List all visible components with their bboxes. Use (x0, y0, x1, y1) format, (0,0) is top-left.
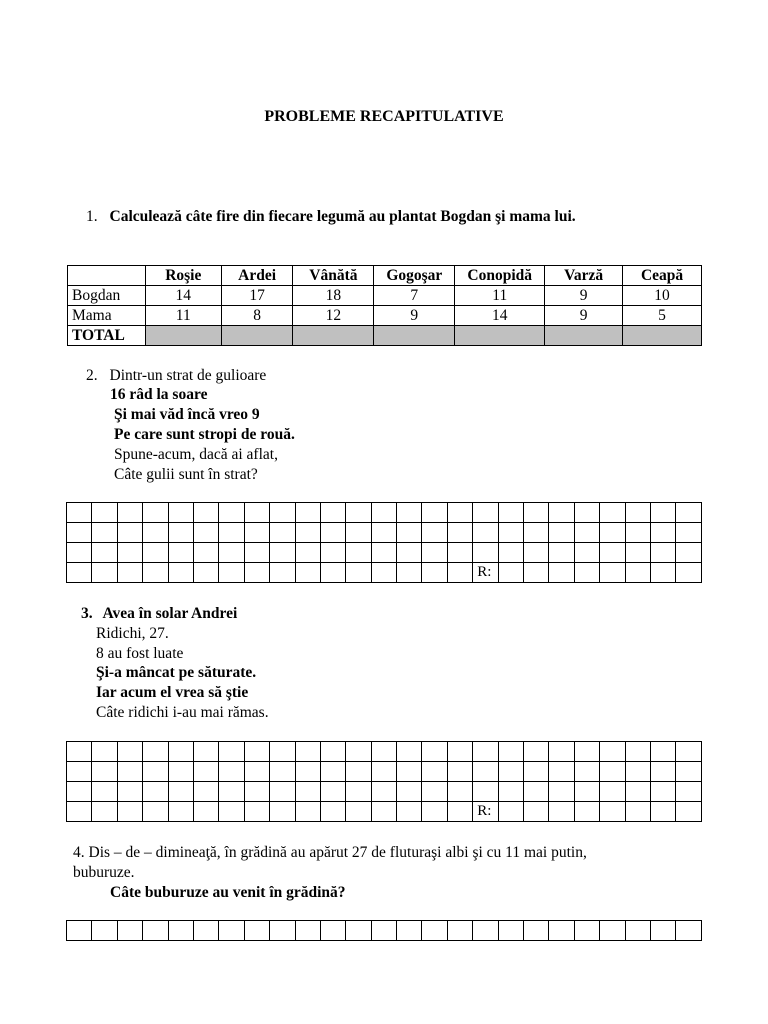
grid-cell[interactable] (295, 742, 320, 762)
grid-cell[interactable] (295, 762, 320, 782)
grid-cell[interactable] (422, 543, 447, 563)
grid-cell[interactable] (549, 802, 574, 822)
grid-cell[interactable] (270, 921, 295, 941)
table-header-cell: Varză (545, 266, 623, 286)
grid-cell[interactable] (600, 762, 625, 782)
grid-cell[interactable] (270, 762, 295, 782)
grid-cell[interactable] (219, 563, 244, 583)
grid-cell[interactable] (600, 543, 625, 563)
grid-cell[interactable] (371, 742, 396, 762)
grid-cell[interactable] (473, 543, 498, 563)
grid-cell[interactable] (549, 563, 574, 583)
grid-cell[interactable] (473, 523, 498, 543)
grid-cell[interactable] (346, 762, 371, 782)
grid-cell[interactable] (397, 802, 422, 822)
grid-cell[interactable] (320, 563, 345, 583)
grid-cell[interactable] (320, 921, 345, 941)
grid-cell[interactable] (295, 802, 320, 822)
table-header-empty (68, 266, 146, 286)
grid-cell[interactable] (473, 503, 498, 523)
grid-cell[interactable] (371, 782, 396, 802)
grid-cell[interactable] (447, 762, 472, 782)
grid-cell[interactable] (320, 762, 345, 782)
grid-cell[interactable] (193, 503, 218, 523)
grid-cell[interactable] (447, 782, 472, 802)
grid-row (67, 543, 702, 563)
grid-cell[interactable] (346, 503, 371, 523)
grid-cell[interactable] (498, 802, 523, 822)
grid-cell[interactable] (397, 782, 422, 802)
grid-cell[interactable] (67, 782, 92, 802)
grid-cell[interactable] (625, 563, 650, 583)
grid-cell[interactable] (422, 782, 447, 802)
poem-line: Câte ridichi i-au mai rămas. (96, 704, 269, 721)
grid-cell[interactable] (524, 563, 549, 583)
grid-cell[interactable] (498, 742, 523, 762)
grid-cell[interactable] (117, 503, 142, 523)
grid-cell[interactable] (422, 742, 447, 762)
grid-cell[interactable] (168, 523, 193, 543)
grid-cell[interactable] (67, 543, 92, 563)
table-cell: 17 (221, 286, 293, 306)
grid-cell[interactable] (143, 802, 168, 822)
answer-label: R: (473, 802, 498, 822)
grid-cell[interactable] (574, 782, 599, 802)
total-cell[interactable] (623, 326, 702, 346)
grid-cell[interactable] (346, 782, 371, 802)
grid-cell[interactable] (676, 742, 702, 762)
total-cell[interactable] (545, 326, 623, 346)
table-cell: 7 (374, 286, 455, 306)
table-cell: 11 (455, 286, 545, 306)
grid-cell[interactable] (650, 742, 675, 762)
grid-cell[interactable] (574, 921, 599, 941)
grid-cell[interactable] (193, 742, 218, 762)
grid-cell[interactable] (600, 523, 625, 543)
grid-cell[interactable] (168, 742, 193, 762)
table-cell: 9 (545, 306, 623, 326)
poem-line: Pe care sunt stropi de rouă. (114, 426, 295, 443)
problem-1-text: Calculează câte fire din fiecare legumă au plantat Bogdan şi mama lui. (109, 208, 576, 225)
grid-row (67, 563, 702, 583)
grid-cell[interactable] (244, 782, 269, 802)
grid-cell[interactable] (117, 782, 142, 802)
grid-cell[interactable] (600, 742, 625, 762)
table-header-cell: Vânătă (293, 266, 374, 286)
grid-cell[interactable] (193, 543, 218, 563)
table-cell: 8 (221, 306, 293, 326)
grid-cell[interactable] (320, 503, 345, 523)
grid-cell[interactable] (92, 523, 117, 543)
poem-line: Iar acum el vrea să ştie (96, 684, 249, 701)
problem-4-line-1: 4. Dis – de – dimineaţă, în grădină au apărut 27 de fluturaşi albi şi cu 11 mai putin, (73, 844, 587, 861)
grid-cell[interactable] (270, 802, 295, 822)
grid-cell[interactable] (422, 523, 447, 543)
table-cell: 11 (145, 306, 221, 326)
grid-cell[interactable] (295, 782, 320, 802)
grid-cell[interactable] (447, 543, 472, 563)
grid-cell[interactable] (650, 543, 675, 563)
problem-4-line-2: buburuze. (73, 864, 135, 881)
grid-cell[interactable] (295, 563, 320, 583)
grid-cell[interactable] (625, 523, 650, 543)
grid-cell[interactable] (320, 543, 345, 563)
grid-cell[interactable] (67, 523, 92, 543)
grid-cell[interactable] (244, 563, 269, 583)
grid-cell[interactable] (447, 503, 472, 523)
grid-cell[interactable] (676, 782, 702, 802)
grid-cell[interactable] (676, 563, 702, 583)
grid-cell[interactable] (320, 802, 345, 822)
grid-cell[interactable] (447, 523, 472, 543)
grid-cell[interactable] (498, 543, 523, 563)
grid-cell[interactable] (168, 762, 193, 782)
poem-line: Câte gulii sunt în strat? (114, 466, 258, 483)
grid-cell[interactable] (549, 921, 574, 941)
grid-cell[interactable] (650, 782, 675, 802)
table-row (68, 306, 702, 326)
grid-cell[interactable] (270, 523, 295, 543)
grid-cell[interactable] (320, 523, 345, 543)
grid-cell[interactable] (650, 503, 675, 523)
grid-cell[interactable] (600, 563, 625, 583)
grid-cell[interactable] (447, 921, 472, 941)
grid-cell[interactable] (244, 742, 269, 762)
grid-cell[interactable] (143, 503, 168, 523)
answer-grid-2[interactable] (66, 502, 702, 583)
answer-label: R: (473, 563, 498, 583)
grid-cell[interactable] (524, 523, 549, 543)
problem-2-line-1 (86, 366, 266, 386)
grid-cell[interactable] (574, 762, 599, 782)
grid-cell[interactable] (92, 762, 117, 782)
grid-cell[interactable] (600, 782, 625, 802)
grid-cell[interactable] (67, 742, 92, 762)
grid-cell[interactable] (346, 742, 371, 762)
grid-cell[interactable] (320, 742, 345, 762)
poem-line: 16 râd la soare (110, 386, 208, 403)
grid-cell[interactable] (447, 802, 472, 822)
grid-cell[interactable] (397, 563, 422, 583)
table-cell: 9 (374, 306, 455, 326)
grid-cell[interactable] (193, 762, 218, 782)
grid-cell[interactable] (168, 802, 193, 822)
grid-cell[interactable] (117, 543, 142, 563)
grid-cell[interactable] (143, 563, 168, 583)
grid-cell[interactable] (447, 563, 472, 583)
grid-cell[interactable] (574, 503, 599, 523)
grid-cell[interactable] (498, 921, 523, 941)
grid-cell[interactable] (346, 563, 371, 583)
grid-row (67, 762, 702, 782)
grid-row (67, 921, 702, 941)
grid-cell[interactable] (193, 563, 218, 583)
grid-cell[interactable] (498, 503, 523, 523)
poem-line: 8 au fost luate (96, 645, 184, 662)
grid-cell[interactable] (676, 921, 702, 941)
grid-cell[interactable] (92, 742, 117, 762)
grid-cell[interactable] (549, 523, 574, 543)
grid-cell[interactable] (244, 921, 269, 941)
grid-cell[interactable] (117, 762, 142, 782)
row-label: Mama (68, 306, 146, 326)
grid-cell[interactable] (371, 563, 396, 583)
grid-cell[interactable] (524, 503, 549, 523)
grid-cell[interactable] (143, 762, 168, 782)
grid-cell[interactable] (346, 921, 371, 941)
grid-cell[interactable] (117, 921, 142, 941)
vegetable-table (67, 265, 702, 346)
grid-cell[interactable] (371, 802, 396, 822)
grid-cell[interactable] (549, 543, 574, 563)
grid-cell[interactable] (625, 503, 650, 523)
poem-line: Şi-a mâncat pe săturate. (96, 664, 257, 681)
grid-row (67, 802, 702, 822)
grid-cell[interactable] (397, 543, 422, 563)
answer-grid-3[interactable] (66, 741, 702, 822)
poem-line: Şi mai văd încă vreo 9 (114, 406, 260, 423)
problem-3-number: 3. (81, 605, 93, 622)
grid-cell[interactable] (67, 563, 92, 583)
grid-cell[interactable] (650, 802, 675, 822)
grid-cell[interactable] (574, 802, 599, 822)
grid-cell[interactable] (650, 523, 675, 543)
table-cell: 14 (455, 306, 545, 326)
grid-cell[interactable] (397, 742, 422, 762)
grid-cell[interactable] (676, 503, 702, 523)
grid-cell[interactable] (67, 802, 92, 822)
table-cell: 12 (293, 306, 374, 326)
table-cell: 10 (623, 286, 702, 306)
grid-cell[interactable] (67, 503, 92, 523)
grid-cell[interactable] (397, 503, 422, 523)
grid-cell[interactable] (219, 742, 244, 762)
grid-cell[interactable] (524, 782, 549, 802)
total-cell[interactable] (455, 326, 545, 346)
grid-cell[interactable] (244, 762, 269, 782)
grid-cell[interactable] (270, 782, 295, 802)
grid-cell[interactable] (168, 782, 193, 802)
grid-cell[interactable] (168, 543, 193, 563)
poem-line: Dintr-un strat de gulioare (109, 367, 267, 384)
grid-cell[interactable] (346, 802, 371, 822)
grid-cell[interactable] (650, 563, 675, 583)
table-cell: 9 (545, 286, 623, 306)
grid-cell[interactable] (625, 802, 650, 822)
problem-3-line-1 (81, 604, 237, 624)
grid-cell[interactable] (473, 782, 498, 802)
grid-cell[interactable] (92, 921, 117, 941)
grid-cell[interactable] (498, 762, 523, 782)
grid-cell[interactable] (219, 782, 244, 802)
grid-cell[interactable] (193, 802, 218, 822)
grid-cell[interactable] (422, 802, 447, 822)
grid-cell[interactable] (371, 762, 396, 782)
grid-cell[interactable] (549, 762, 574, 782)
grid-cell[interactable] (498, 523, 523, 543)
grid-cell[interactable] (371, 543, 396, 563)
grid-cell[interactable] (524, 802, 549, 822)
problem-1 (86, 207, 576, 227)
grid-cell[interactable] (320, 782, 345, 802)
grid-cell[interactable] (67, 921, 92, 941)
grid-cell[interactable] (270, 742, 295, 762)
grid-cell[interactable] (270, 503, 295, 523)
grid-cell[interactable] (295, 543, 320, 563)
grid-cell[interactable] (422, 921, 447, 941)
table-header-cell: Conopidă (455, 266, 545, 286)
grid-cell[interactable] (92, 503, 117, 523)
grid-row (67, 742, 702, 762)
table-header-cell: Ardei (221, 266, 293, 286)
grid-cell[interactable] (168, 921, 193, 941)
grid-cell[interactable] (219, 921, 244, 941)
row-label: Bogdan (68, 286, 146, 306)
grid-cell[interactable] (397, 523, 422, 543)
total-cell[interactable] (221, 326, 293, 346)
grid-cell[interactable] (650, 762, 675, 782)
grid-cell[interactable] (549, 742, 574, 762)
grid-cell[interactable] (447, 742, 472, 762)
table-header-cell: Roşie (145, 266, 221, 286)
table-cell: 14 (145, 286, 221, 306)
grid-cell[interactable] (117, 523, 142, 543)
grid-cell[interactable] (270, 543, 295, 563)
grid-cell[interactable] (67, 762, 92, 782)
grid-cell[interactable] (574, 742, 599, 762)
grid-cell[interactable] (549, 503, 574, 523)
table-header-cell: Ceapă (623, 266, 702, 286)
grid-cell[interactable] (92, 563, 117, 583)
grid-cell[interactable] (270, 563, 295, 583)
grid-cell[interactable] (143, 523, 168, 543)
grid-cell[interactable] (219, 523, 244, 543)
grid-cell[interactable] (625, 921, 650, 941)
grid-row (67, 782, 702, 802)
grid-cell[interactable] (92, 782, 117, 802)
grid-cell[interactable] (422, 563, 447, 583)
grid-cell[interactable] (498, 563, 523, 583)
grid-cell[interactable] (473, 921, 498, 941)
grid-cell[interactable] (600, 802, 625, 822)
grid-cell[interactable] (219, 802, 244, 822)
grid-cell[interactable] (117, 742, 142, 762)
grid-cell[interactable] (219, 503, 244, 523)
table-row (68, 286, 702, 306)
grid-cell[interactable] (574, 523, 599, 543)
grid-cell[interactable] (650, 921, 675, 941)
grid-cell[interactable] (676, 543, 702, 563)
total-label: TOTAL (68, 326, 146, 346)
page-title: PROBLEME RECAPITULATIVE (264, 108, 504, 125)
grid-cell[interactable] (574, 563, 599, 583)
total-cell[interactable] (293, 326, 374, 346)
grid-cell[interactable] (219, 543, 244, 563)
grid-cell[interactable] (676, 762, 702, 782)
table-header-cell: Gogoşar (374, 266, 455, 286)
total-cell[interactable] (145, 326, 221, 346)
table-header-row (68, 266, 702, 286)
grid-cell[interactable] (574, 543, 599, 563)
grid-cell[interactable] (168, 503, 193, 523)
table-cell: 18 (293, 286, 374, 306)
table-cell: 5 (623, 306, 702, 326)
poem-line: Spune-acum, dacă ai aflat, (114, 446, 278, 463)
grid-cell[interactable] (371, 523, 396, 543)
grid-cell[interactable] (524, 921, 549, 941)
grid-cell[interactable] (625, 543, 650, 563)
grid-cell[interactable] (625, 762, 650, 782)
problem-2-number: 2. (86, 367, 98, 384)
grid-cell[interactable] (244, 543, 269, 563)
grid-cell[interactable] (498, 782, 523, 802)
grid-cell[interactable] (625, 742, 650, 762)
grid-cell[interactable] (397, 921, 422, 941)
grid-cell[interactable] (549, 782, 574, 802)
grid-cell[interactable] (625, 782, 650, 802)
grid-cell[interactable] (346, 543, 371, 563)
grid-cell[interactable] (117, 802, 142, 822)
grid-cell[interactable] (524, 742, 549, 762)
grid-cell[interactable] (92, 802, 117, 822)
grid-cell[interactable] (295, 523, 320, 543)
problem-4-question: Câte buburuze au venit în grădină? (110, 884, 346, 901)
grid-cell[interactable] (397, 762, 422, 782)
grid-cell[interactable] (244, 523, 269, 543)
poem-line: Avea în solar Andrei (102, 605, 238, 622)
grid-cell[interactable] (473, 742, 498, 762)
grid-cell[interactable] (143, 782, 168, 802)
grid-row (67, 503, 702, 523)
total-cell[interactable] (374, 326, 455, 346)
grid-cell[interactable] (600, 921, 625, 941)
grid-cell[interactable] (676, 523, 702, 543)
grid-cell[interactable] (371, 921, 396, 941)
grid-cell[interactable] (422, 762, 447, 782)
grid-cell[interactable] (524, 543, 549, 563)
grid-cell[interactable] (295, 921, 320, 941)
grid-cell[interactable] (295, 503, 320, 523)
grid-cell[interactable] (244, 802, 269, 822)
poem-line: Ridichi, 27. (96, 625, 169, 642)
grid-cell[interactable] (92, 543, 117, 563)
grid-cell[interactable] (473, 762, 498, 782)
grid-cell[interactable] (244, 503, 269, 523)
grid-cell[interactable] (600, 503, 625, 523)
grid-cell[interactable] (117, 563, 142, 583)
grid-cell[interactable] (193, 782, 218, 802)
grid-cell[interactable] (143, 543, 168, 563)
problem-1-number: 1. (86, 208, 98, 225)
grid-cell[interactable] (676, 802, 702, 822)
grid-cell[interactable] (422, 503, 447, 523)
total-row (68, 326, 702, 346)
answer-grid-4[interactable] (66, 920, 702, 941)
grid-cell[interactable] (524, 762, 549, 782)
grid-cell[interactable] (371, 503, 396, 523)
grid-cell[interactable] (346, 523, 371, 543)
grid-cell[interactable] (219, 762, 244, 782)
grid-cell[interactable] (168, 563, 193, 583)
grid-cell[interactable] (143, 742, 168, 762)
grid-cell[interactable] (143, 921, 168, 941)
grid-row (67, 523, 702, 543)
grid-cell[interactable] (193, 921, 218, 941)
grid-cell[interactable] (193, 523, 218, 543)
